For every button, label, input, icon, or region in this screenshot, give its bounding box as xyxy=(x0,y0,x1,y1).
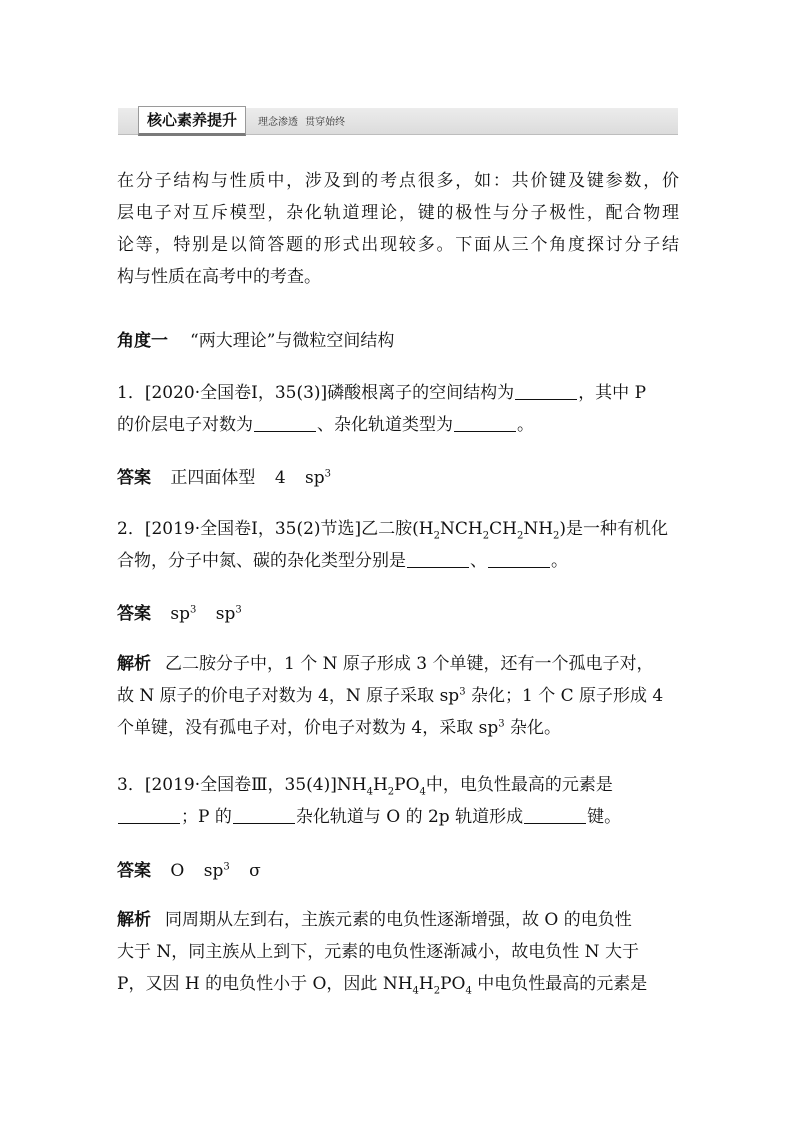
explanation-text: 杂化。 xyxy=(504,718,562,738)
answer-label: 答案 xyxy=(117,604,151,624)
answer-value: sp xyxy=(170,604,191,624)
answer-value: σ xyxy=(249,861,261,881)
answer-blank xyxy=(407,549,469,568)
subscript: 2 xyxy=(433,985,441,997)
answer-blank xyxy=(515,381,577,400)
q1-text: 1．[2020·全国卷Ⅰ，35(3)]磷酸根离子的空间结构为 xyxy=(117,383,515,403)
section-header-subtitle: 理念渗透 贯穿始终 xyxy=(258,117,346,128)
superscript: 3 xyxy=(498,718,505,730)
explanation-text: 杂化；1 个 C 原子形成 4 xyxy=(465,686,664,706)
subscript: 4 xyxy=(465,985,472,997)
subscript: 2 xyxy=(482,530,490,542)
q2-text: CH xyxy=(489,519,517,539)
q2-text: NH xyxy=(523,519,554,539)
q3-text: ；P 的 xyxy=(181,807,232,827)
subscript: 2 xyxy=(516,530,524,542)
q3-text: H xyxy=(372,775,388,795)
answer-blank xyxy=(118,805,180,824)
subscript: 2 xyxy=(433,530,441,542)
superscript: 3 xyxy=(223,861,230,873)
q2-text: NCH xyxy=(440,519,483,539)
angle-heading xyxy=(117,325,679,357)
answer-1 xyxy=(117,462,679,494)
q2-text: )是一种有机化 xyxy=(559,519,669,539)
explanation-text: P，又因 H 的电负性小于 O，因此 NH xyxy=(117,974,413,994)
superscript: 3 xyxy=(235,604,242,616)
q3-text: 中，电负性最高的元素是 xyxy=(425,775,613,795)
answer-label: 答案 xyxy=(117,468,151,488)
intro-paragraph xyxy=(117,165,679,293)
answer-blank xyxy=(454,413,516,432)
subscript: 4 xyxy=(412,985,419,997)
q2-text: 、 xyxy=(470,551,487,571)
superscript: 3 xyxy=(324,468,332,480)
answer-value: 4 xyxy=(274,468,286,488)
q2-text: 2．[2019·全国卷Ⅰ，35(2)节选]乙二胺(H xyxy=(117,519,434,539)
intro-line: 论等，特别是以简答题的形式出现较多。下面从三个角度探讨分子结 xyxy=(117,235,679,255)
question-1 xyxy=(117,377,679,441)
explanation-text: 个单键，没有孤电子对，价电子对数为 4，采取 sp xyxy=(117,718,499,738)
intro-line: 在分子结构与性质中，涉及到的考点很多，如：共价键及键参数，价 xyxy=(117,171,679,191)
q1-text: 。 xyxy=(517,415,534,435)
question-2 xyxy=(117,513,679,577)
q1-text: 的价层电子对数为 xyxy=(117,415,253,435)
answer-2 xyxy=(117,598,679,630)
explanation-text: 中电负性最高的元素是 xyxy=(471,974,648,994)
q1-text: 、杂化轨道类型为 xyxy=(317,415,453,435)
answer-value: sp xyxy=(203,861,224,881)
subscript: 4 xyxy=(366,786,373,798)
q3-text: 3．[2019·全国卷Ⅲ，35(4)]NH xyxy=(117,775,367,795)
explanation-text: 大于 N，同主族从上到下，元素的电负性逐渐减小，故电负性 N 大于 xyxy=(117,942,639,962)
explanation-text: 乙二胺分子中，1 个 N 原子形成 3 个单键，还有一个孤电子对， xyxy=(165,654,654,674)
answer-blank xyxy=(488,549,550,568)
q3-text: PO xyxy=(394,775,420,795)
superscript: 3 xyxy=(459,686,466,698)
q3-text: 杂化轨道与 O 的 2p 轨道形成 xyxy=(295,807,524,827)
angle-title: “两大理论”与微粒空间结构 xyxy=(190,331,395,351)
answer-value: 正四面体型 xyxy=(170,468,256,488)
q2-text: 。 xyxy=(551,551,568,571)
explanation-label: 解析 xyxy=(117,910,151,930)
section-header-tag: 核心素养提升 xyxy=(138,106,246,136)
answer-3 xyxy=(117,855,679,887)
answer-blank xyxy=(524,805,586,824)
answer-value: sp xyxy=(305,468,325,488)
answer-value: sp xyxy=(215,604,236,624)
q1-text: ，其中 P xyxy=(578,383,647,403)
subscript: 2 xyxy=(553,530,560,542)
explanation-text: PO xyxy=(440,974,466,994)
intro-line: 层电子对互斥模型，杂化轨道理论，键的极性与分子极性，配合物理 xyxy=(117,203,679,223)
subscript: 2 xyxy=(387,786,395,798)
answer-value: O xyxy=(170,861,185,881)
explanation-2 xyxy=(117,648,679,744)
answer-blank xyxy=(233,805,295,824)
superscript: 3 xyxy=(190,604,197,616)
q3-text: 键。 xyxy=(587,807,622,827)
intro-line: 构与性质在高考中的考查。 xyxy=(117,267,321,287)
explanation-text: H xyxy=(418,974,434,994)
angle-label: 角度一 xyxy=(117,331,168,351)
explanation-text: 故 N 原子的价电子对数为 4，N 原子采取 sp xyxy=(117,686,460,706)
answer-label: 答案 xyxy=(117,861,151,881)
question-3 xyxy=(117,769,679,833)
subscript: 4 xyxy=(419,786,426,798)
q2-text: 合物，分子中氮、碳的杂化类型分别是 xyxy=(117,551,406,571)
explanation-text: 同周期从左到右，主族元素的电负性逐渐增强，故 O 的电负性 xyxy=(165,910,632,930)
explanation-3 xyxy=(117,904,679,1000)
answer-blank xyxy=(254,413,316,432)
explanation-label: 解析 xyxy=(117,654,151,674)
